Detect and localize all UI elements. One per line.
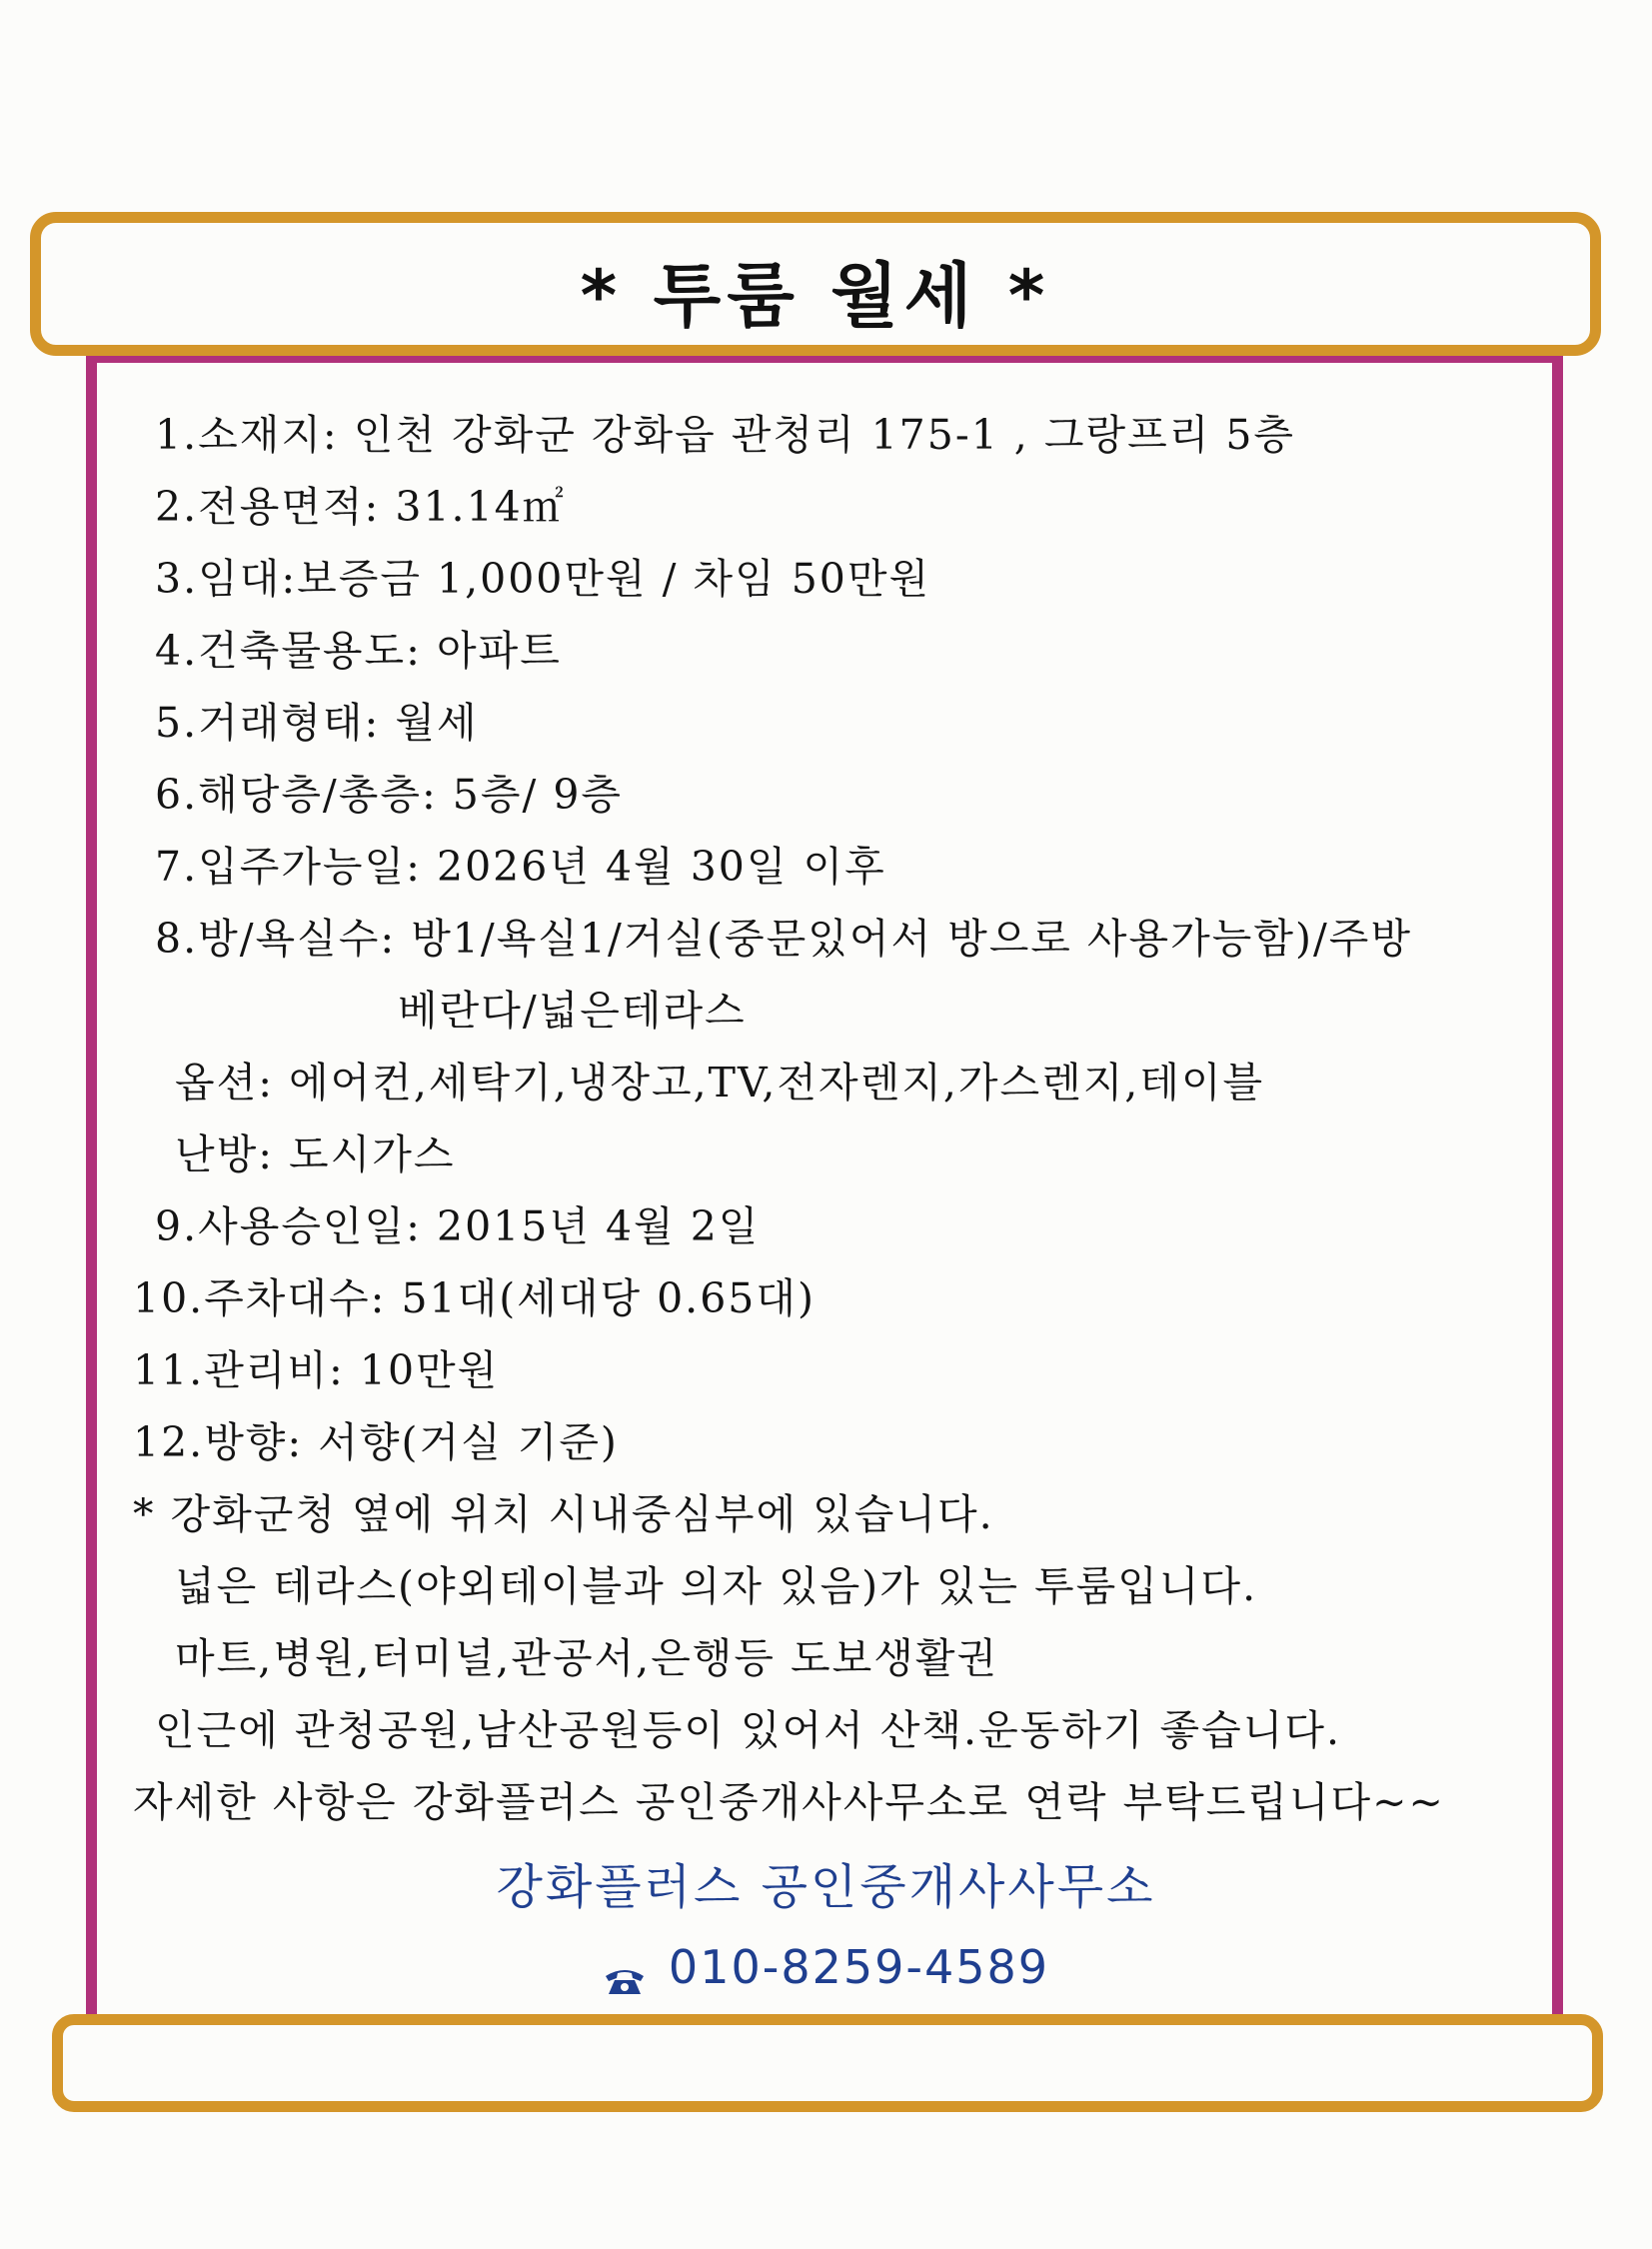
detail-move-in: 7.입주가능일: 2026년 4월 30일 이후	[155, 843, 886, 891]
phone-number[interactable]: 010-8259-4589	[668, 1940, 1050, 1994]
detail-location: 1.소재지: 인천 강화군 강화읍 관청리 175-1 , 그랑프리 5층	[155, 411, 1296, 459]
detail-parking: 10.주차대수: 51대(세대당 0.65대)	[133, 1274, 816, 1322]
detail-maintenance-fee: 11.관리비: 10만원	[133, 1346, 500, 1394]
telephone-icon	[603, 1952, 647, 1982]
detail-building-use: 4.건축물용도: 아파트	[155, 627, 562, 675]
detail-lease: 3.임대:보증금 1,000만원 / 차임 50만원	[155, 555, 931, 603]
note-amenities: 마트,병원,터미널,관공서,은행등 도보생활권	[175, 1634, 999, 1682]
phone-line	[0, 1939, 1652, 1995]
detail-rooms: 8.방/욕실수: 방1/욕실1/거실(중문있어서 방으로 사용가능함)/주방	[155, 915, 1412, 963]
note-parks: 인근에 관청공원,남산공원등이 있어서 산책.운동하기 좋습니다.	[155, 1706, 1341, 1754]
office-name: 강화플러스 공인중개사사무소	[496, 1859, 1156, 1915]
note-location: * 강화군청 옆에 위치 시내중심부에 있습니다.	[133, 1490, 994, 1538]
detail-rooms-continued: 베란다/넓은테라스	[398, 987, 747, 1035]
detail-deal-type: 5.거래형태: 월세	[155, 699, 479, 747]
note-terrace: 넓은 테라스(야외테이블과 의자 있음)가 있는 투룸입니다.	[175, 1562, 1258, 1610]
page-title: * 투룸 월세 *	[580, 255, 1051, 337]
detail-options: 옵션: 에어컨,세탁기,냉장고,TV,전자렌지,가스렌지,테이블	[175, 1059, 1265, 1107]
detail-area: 2.전용면적: 31.14㎡	[155, 483, 566, 531]
detail-floor: 6.해당층/총층: 5층/ 9층	[155, 771, 624, 819]
bottom-banner	[52, 2014, 1603, 2112]
title-banner	[30, 212, 1601, 356]
detail-approval-date: 9.사용승인일: 2015년 4월 2일	[155, 1202, 761, 1250]
detail-heating: 난방: 도시가스	[175, 1130, 456, 1178]
note-contact-request: 자세한 사항은 강화플러스 공인중개사사무소로 연락 부탁드립니다~~	[133, 1778, 1445, 1826]
detail-direction: 12.방향: 서향(거실 기준)	[133, 1418, 619, 1466]
